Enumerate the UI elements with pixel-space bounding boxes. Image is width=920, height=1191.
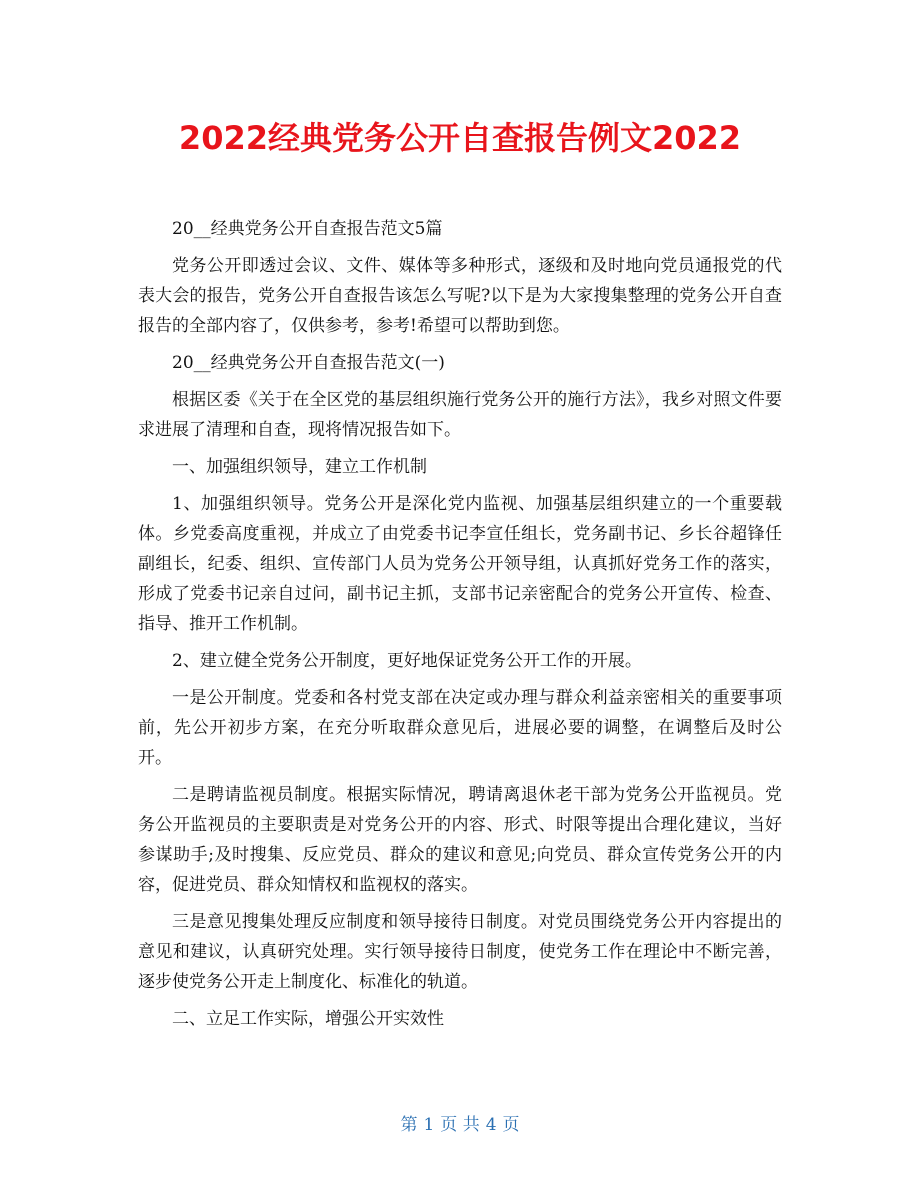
paragraph-4: 根据区委《关于在全区党的基层组织施行党务公开的施行方法》，我乡对照文件要求进展了清理和自查，现将情况报告如下。 (138, 390, 782, 440)
paragraph-9: 三是意见搜集处理反应制度和领导接待日制度。对党员围绕党务公开内容提出的意见和建议，认真研究处理。实行领导接待日制度，使党务工作在理论中不断完善，逐步使党务公开走上制度化、标准化的轨道。 (138, 912, 782, 992)
paragraph-7: 一是公开制度。党委和各村党支部在决定或办理与群众利益亲密相关的重要事项前，先公开初步方案，在充分听取群众意见后，进展必要的调整，在调整后及时公开。 (138, 688, 782, 768)
footer-page-number: 1 (423, 1115, 435, 1135)
section-heading-2: 二、立足工作实际，增强公开实效性 (172, 1009, 444, 1029)
section-heading-1: 一、加强组织领导，建立工作机制 (172, 457, 427, 477)
document-body (138, 214, 782, 1041)
footer-suffix: 页 (502, 1115, 520, 1135)
document-title: 2022经典党务公开自查报告例文2022 (178, 119, 742, 157)
paragraph-3: 20__经典党务公开自查报告范文(一) (172, 353, 445, 373)
paragraph-1: 20__经典党务公开自查报告范文5篇 (172, 219, 443, 239)
footer-prefix: 第 (400, 1115, 418, 1135)
paragraph-2: 党务公开即透过会议、文件、媒体等多种形式，逐级和及时地向党员通报党的代表大会的报告，党务公开自查报告该怎么写呢?以下是为大家搜集整理的党务公开自查报告的全部内容了，仅供参考，参考!希望可以帮助到您。 (138, 256, 782, 336)
footer-total-pages: 4 (485, 1115, 497, 1135)
footer-middle: 页 共 (440, 1115, 480, 1135)
paragraph-8: 二是聘请监视员制度。根据实际情况，聘请离退休老干部为党务公开监视员。党务公开监视员的主要职责是对党务公开的内容、形式、时限等提出合理化建议，当好参谋助手;及时搜集、反应党员、群众的建议和意见;向党员、群众宣传党务公开的内容，促进党员、群众知情权和监视权的落实。 (138, 785, 782, 895)
paragraph-6: 2、建立健全党务公开制度，更好地保证党务公开工作的开展。 (172, 651, 642, 671)
page-footer (0, 1112, 920, 1138)
paragraph-5: 1、加强组织领导。党务公开是深化党内监视、加强基层组织建立的一个重要载体。乡党委高度重视，并成立了由党委书记李宣任组长，党务副书记、乡长谷超锋任副组长，纪委、组织、宣传部门人员为党务公开领导组，认真抓好党务工作的落实，形成了党委书记亲自过问，副书记主抓，支部书记亲密配合的党务公开宣传、检查、指导、推开工作机制。 (138, 494, 782, 634)
